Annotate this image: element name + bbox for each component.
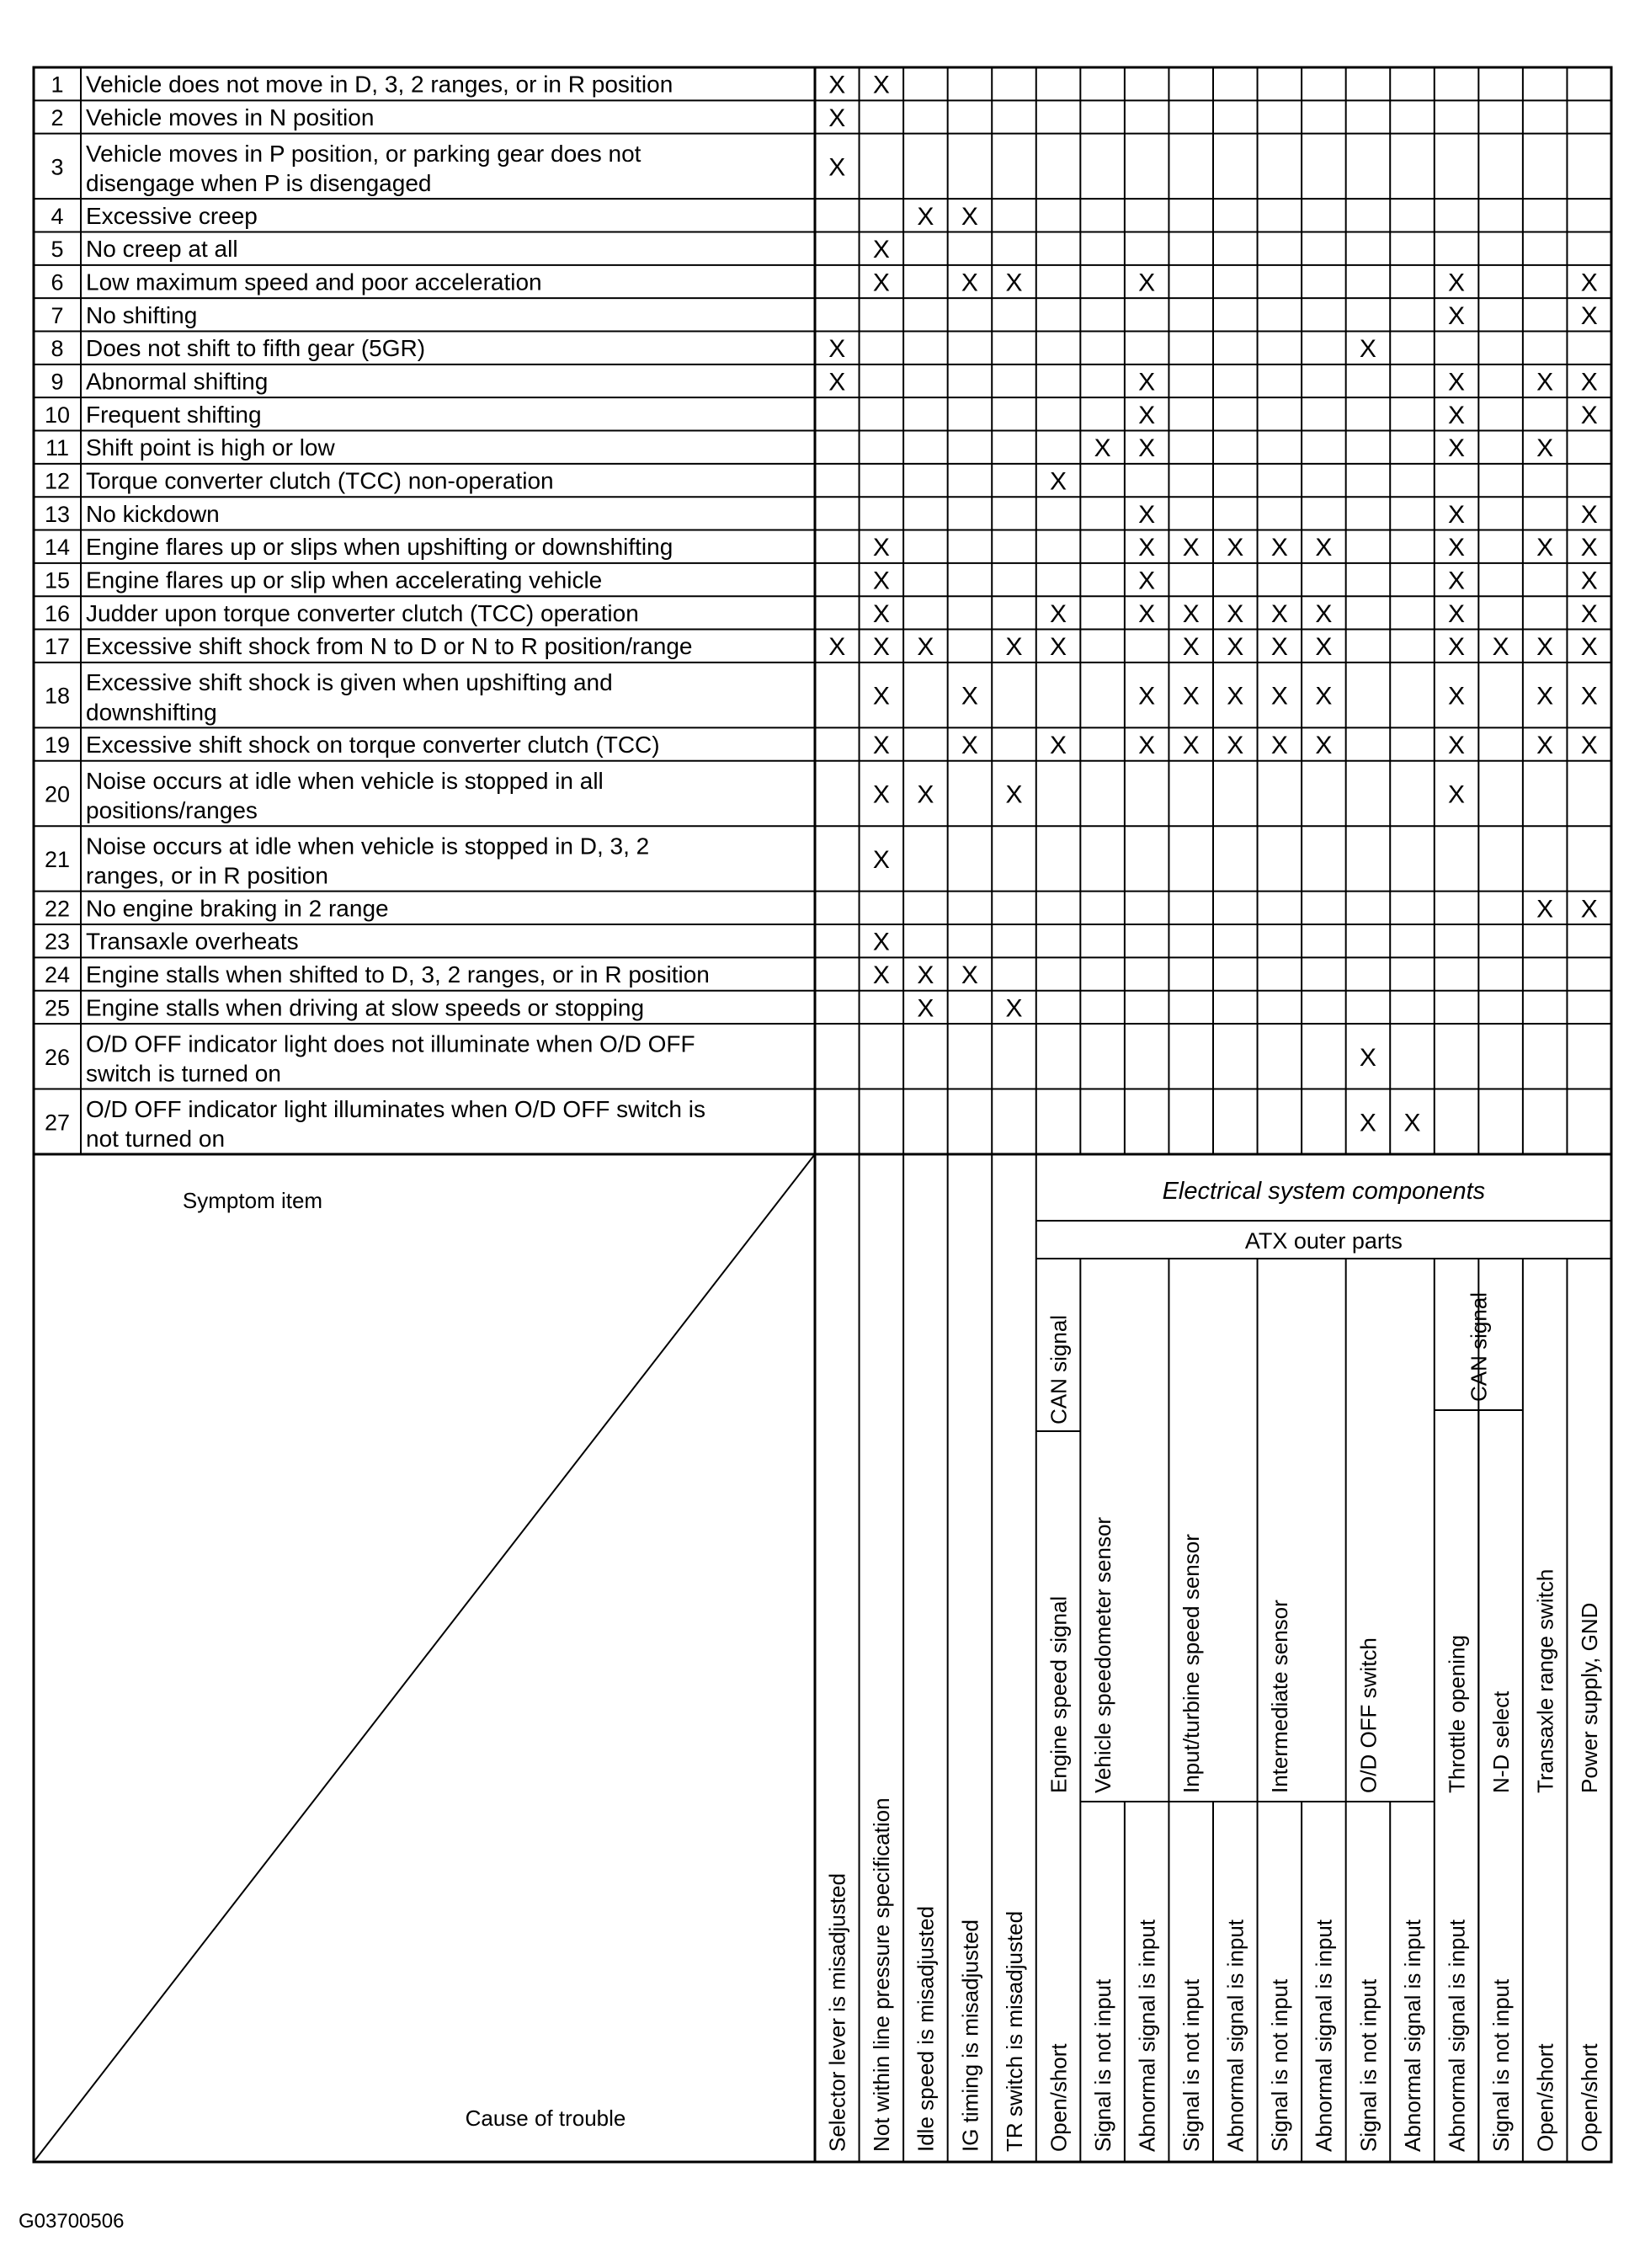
- x-mark: X: [1227, 599, 1244, 628]
- symptom-number: 6: [51, 269, 64, 295]
- x-mark: X: [872, 599, 890, 628]
- x-mark: X: [1580, 301, 1598, 330]
- symptom-text: No shifting: [86, 301, 198, 328]
- symptom-number: 13: [44, 501, 71, 527]
- x-mark: X: [1005, 780, 1023, 809]
- x-mark: X: [961, 269, 978, 297]
- x-mark: X: [961, 961, 978, 990]
- x-mark: X: [1227, 732, 1244, 760]
- symptom-text: Engine stalls when driving at slow speeds or stopping: [86, 994, 645, 1021]
- x-mark: X: [1359, 1109, 1376, 1137]
- x-mark: X: [828, 71, 846, 99]
- x-mark: X: [1182, 732, 1200, 760]
- x-mark: X: [1138, 599, 1156, 628]
- x-mark: X: [1580, 567, 1598, 595]
- x-mark: X: [872, 71, 890, 99]
- x-mark: X: [1448, 534, 1466, 562]
- symptom-text: switch is turned on: [86, 1060, 281, 1087]
- x-mark: X: [872, 682, 890, 711]
- x-mark: X: [1536, 895, 1554, 924]
- symptom-text: Low maximum speed and poor acceleration: [86, 269, 542, 295]
- x-mark: X: [1403, 1109, 1421, 1137]
- cause-label: Abnormal signal is input: [1444, 1919, 1470, 2152]
- symptom-number: 12: [44, 468, 71, 494]
- symptom-number: 20: [44, 781, 71, 807]
- x-mark: X: [1270, 534, 1288, 562]
- x-mark: X: [917, 994, 934, 1023]
- x-mark: X: [1448, 599, 1466, 628]
- x-mark: X: [1448, 500, 1466, 529]
- x-mark: X: [1138, 368, 1156, 397]
- symptom-text: Noise occurs at idle when vehicle is stopped in all: [86, 767, 604, 794]
- component-label: Input/turbine speed sensor: [1179, 1534, 1205, 1793]
- x-mark: X: [1536, 732, 1554, 760]
- symptom-text: Transaxle overheats: [86, 928, 299, 955]
- x-mark: X: [1270, 682, 1288, 711]
- x-mark: X: [1315, 633, 1333, 662]
- symptom-text: Excessive shift shock is given when upshifting and: [86, 669, 613, 696]
- x-mark: X: [1448, 301, 1466, 330]
- symptom-text: No kickdown: [86, 500, 220, 527]
- symptom-text: Excessive creep: [86, 202, 258, 229]
- x-mark: X: [1492, 633, 1509, 662]
- symptom-text: ranges, or in R position: [86, 862, 328, 889]
- symptom-text: Torque converter clutch (TCC) non-operation: [86, 467, 554, 494]
- cause-label: Open/short: [1532, 2043, 1558, 2152]
- can-signal-label: CAN signal: [1046, 1314, 1072, 1424]
- x-mark: X: [1182, 633, 1200, 662]
- component-label: Power supply, GND: [1577, 1602, 1603, 1793]
- symptom-text: Engine flares up or slip when accelerating vehicle: [86, 567, 603, 594]
- cause-label: Signal is not input: [1089, 1978, 1115, 2152]
- x-mark: X: [1005, 633, 1023, 662]
- x-mark: X: [1138, 567, 1156, 595]
- x-mark: X: [1448, 368, 1466, 397]
- cause-label: Signal is not input: [1355, 1978, 1381, 2152]
- x-mark: X: [828, 368, 846, 397]
- x-mark: X: [1580, 368, 1598, 397]
- symptom-text: disengage when P is disengaged: [86, 170, 432, 197]
- x-mark: X: [1580, 269, 1598, 297]
- symptom-text: not turned on: [86, 1125, 226, 1152]
- x-mark: X: [1138, 534, 1156, 562]
- symptom-text: Vehicle moves in P position, or parking gear does not: [86, 140, 641, 167]
- symptom-text: O/D OFF indicator light does not illuminate when O/D OFF: [86, 1030, 695, 1057]
- x-mark: X: [1005, 994, 1023, 1023]
- symptom-number: 10: [44, 402, 71, 428]
- x-mark: X: [1580, 534, 1598, 562]
- symptom-number: 11: [45, 435, 70, 461]
- x-mark: X: [828, 335, 846, 364]
- symptom-number: 5: [51, 237, 64, 263]
- symptom-text: Engine stalls when shifted to D, 3, 2 ranges, or in R position: [86, 961, 710, 988]
- x-mark: X: [872, 567, 890, 595]
- symptom-text: Judder upon torque converter clutch (TCC) operation: [86, 599, 639, 626]
- x-mark: X: [1448, 633, 1466, 662]
- x-mark: X: [1448, 682, 1466, 711]
- x-mark: X: [1138, 500, 1156, 529]
- symptom-text: Noise occurs at idle when vehicle is stopped in D, 3, 2: [86, 833, 650, 860]
- x-mark: X: [828, 153, 846, 182]
- cause-label: Open/short: [1577, 2043, 1603, 2152]
- x-mark: X: [917, 202, 934, 231]
- symptom-number: 21: [44, 846, 71, 872]
- x-mark: X: [1138, 682, 1156, 711]
- x-mark: X: [1005, 269, 1023, 297]
- x-mark: X: [1580, 599, 1598, 628]
- cause-label: Abnormal signal is input: [1222, 1919, 1248, 2152]
- x-mark: X: [872, 845, 890, 874]
- x-mark: X: [1580, 500, 1598, 529]
- x-mark: X: [1270, 633, 1288, 662]
- symptom-text: O/D OFF indicator light illuminates when O/D OFF switch is: [86, 1095, 705, 1122]
- cause-label: Signal is not input: [1267, 1978, 1293, 2152]
- x-mark: X: [828, 104, 846, 133]
- x-mark: X: [1050, 732, 1067, 760]
- x-mark: X: [1315, 682, 1333, 711]
- symptom-number: 16: [44, 600, 71, 626]
- x-mark: X: [1448, 732, 1466, 760]
- x-mark: X: [828, 633, 846, 662]
- x-mark: X: [1227, 633, 1244, 662]
- cause-label: Selector lever is misadjusted: [824, 1873, 850, 2152]
- cause-label: TR switch is misadjusted: [1001, 1910, 1027, 2152]
- symptom-text: Vehicle does not move in D, 3, 2 ranges, or in R position: [86, 71, 673, 98]
- symptom-number: 4: [51, 203, 64, 229]
- x-mark: X: [1315, 599, 1333, 628]
- x-mark: X: [1536, 368, 1554, 397]
- symptom-text: No engine braking in 2 range: [86, 895, 389, 922]
- x-mark: X: [1536, 434, 1554, 463]
- symptom-item-label: Symptom item: [182, 1188, 323, 1213]
- symptom-text: positions/ranges: [86, 797, 258, 824]
- symptom-number: 2: [51, 105, 64, 131]
- symptom-text: Excessive shift shock from N to D or N to R position/range: [86, 633, 693, 660]
- x-mark: X: [1448, 780, 1466, 809]
- x-mark: X: [1448, 567, 1466, 595]
- symptom-number: 23: [44, 929, 71, 955]
- x-mark: X: [1536, 633, 1554, 662]
- x-mark: X: [1182, 599, 1200, 628]
- cause-label: Abnormal signal is input: [1311, 1919, 1337, 2152]
- x-mark: X: [1315, 534, 1333, 562]
- x-mark: X: [961, 732, 978, 760]
- figure-code: G03700506: [19, 2210, 125, 2233]
- cause-label: Signal is not input: [1179, 1978, 1205, 2152]
- component-label: Transaxle range switch: [1532, 1568, 1558, 1793]
- x-mark: X: [872, 928, 890, 956]
- cause-label: Abnormal signal is input: [1134, 1919, 1160, 2152]
- x-mark: X: [1580, 633, 1598, 662]
- symptom-text: Excessive shift shock on torque converter clutch (TCC): [86, 732, 660, 759]
- symptom-number: 24: [44, 962, 71, 988]
- symptom-text: downshifting: [86, 699, 217, 726]
- x-mark: X: [1227, 534, 1244, 562]
- x-mark: X: [1448, 269, 1466, 297]
- x-mark: X: [1138, 434, 1156, 463]
- symptom-text: No creep at all: [86, 236, 238, 263]
- symptom-number: 27: [44, 1110, 71, 1136]
- x-mark: X: [1536, 534, 1554, 562]
- x-mark: X: [1227, 682, 1244, 711]
- x-mark: X: [1580, 895, 1598, 924]
- x-mark: X: [1536, 682, 1554, 711]
- symptom-text: Frequent shifting: [86, 401, 262, 428]
- x-mark: X: [1182, 682, 1200, 711]
- x-mark: X: [1580, 401, 1598, 429]
- symptom-number: 14: [44, 535, 71, 561]
- cause-of-trouble-label: Cause of trouble: [465, 2106, 626, 2131]
- x-mark: X: [1094, 434, 1111, 463]
- symptom-number: 7: [51, 302, 64, 328]
- symptom-number: 9: [51, 369, 64, 395]
- component-label: N-D select: [1488, 1690, 1514, 1793]
- x-mark: X: [1315, 732, 1333, 760]
- x-mark: X: [872, 633, 890, 662]
- component-label: Vehicle speedometer sensor: [1089, 1516, 1115, 1793]
- x-mark: X: [1050, 633, 1067, 662]
- x-mark: X: [1050, 467, 1067, 496]
- x-mark: X: [872, 269, 890, 297]
- x-mark: X: [917, 633, 934, 662]
- component-label: Intermediate sensor: [1267, 1600, 1293, 1793]
- component-label: Engine speed signal: [1046, 1595, 1072, 1793]
- x-mark: X: [1050, 599, 1067, 628]
- x-mark: X: [1270, 599, 1288, 628]
- x-mark: X: [1580, 682, 1598, 711]
- symptom-number: 15: [44, 567, 71, 594]
- x-mark: X: [872, 780, 890, 809]
- symptom-number: 8: [51, 336, 64, 362]
- x-mark: X: [1448, 401, 1466, 429]
- x-mark: X: [1359, 335, 1376, 364]
- cause-label: Not within line pressure specification: [869, 1797, 895, 2152]
- symptom-number: 25: [44, 995, 71, 1021]
- x-mark: X: [1359, 1043, 1376, 1072]
- x-mark: X: [1138, 732, 1156, 760]
- x-mark: X: [1448, 434, 1466, 463]
- symptom-number: 1: [51, 72, 64, 98]
- symptom-number: 26: [44, 1044, 71, 1070]
- x-mark: X: [872, 961, 890, 990]
- x-mark: X: [1182, 534, 1200, 562]
- symptom-number: 19: [44, 732, 71, 759]
- x-mark: X: [961, 682, 978, 711]
- cause-label: Signal is not input: [1488, 1978, 1514, 2152]
- symptom-text: Does not shift to fifth gear (5GR): [86, 335, 426, 362]
- component-label: Throttle opening: [1444, 1635, 1470, 1793]
- x-mark: X: [1580, 732, 1598, 760]
- x-mark: X: [917, 961, 934, 990]
- cause-label: Open/short: [1046, 2043, 1072, 2152]
- symptom-number: 17: [44, 634, 71, 660]
- can-signal-label: CAN signal: [1466, 1291, 1492, 1402]
- x-mark: X: [1138, 269, 1156, 297]
- cause-label: IG timing is misadjusted: [957, 1919, 983, 2152]
- cause-label: Abnormal signal is input: [1399, 1919, 1425, 2152]
- x-mark: X: [917, 780, 934, 809]
- symptom-text: Abnormal shifting: [86, 368, 269, 395]
- atx-group-label: ATX outer parts: [1244, 1228, 1403, 1254]
- corner-diagonal: [34, 1154, 815, 2162]
- x-mark: X: [1270, 732, 1288, 760]
- cause-label: Idle speed is misadjusted: [913, 1906, 939, 2152]
- electrical-group-label: Electrical system components: [1162, 1178, 1486, 1205]
- component-label: O/D OFF switch: [1355, 1637, 1381, 1793]
- symptom-number: 22: [44, 896, 71, 922]
- symptom-text: Vehicle moves in N position: [86, 104, 375, 131]
- x-mark: X: [872, 732, 890, 760]
- x-mark: X: [872, 236, 890, 264]
- x-mark: X: [1138, 401, 1156, 429]
- symptom-number: 18: [44, 683, 71, 709]
- symptom-number: 3: [51, 154, 64, 180]
- x-mark: X: [872, 534, 890, 562]
- symptom-text: Shift point is high or low: [86, 434, 335, 461]
- x-mark: X: [961, 202, 978, 231]
- symptom-text: Engine flares up or slips when upshifting or downshifting: [86, 534, 673, 561]
